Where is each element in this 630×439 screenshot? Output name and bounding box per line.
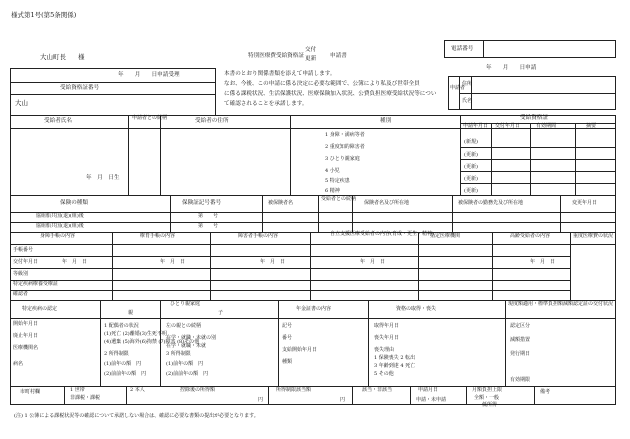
footer-apply-status: 申請・未申請 — [416, 397, 447, 403]
valid-period-header: 有効期間 — [536, 123, 557, 129]
note-header: 摘要 — [586, 123, 597, 129]
row-confirmer: 確認者 — [13, 291, 29, 297]
child-row-5: (1)前年の額 円 — [166, 361, 204, 367]
qual-reason: 喪失理由 — [374, 347, 395, 353]
footer-low-income: 低所得 — [482, 402, 498, 408]
section-status: 重度医療費の状況 — [573, 233, 614, 239]
insurance-type-header: 保険の種類 — [60, 200, 88, 206]
statement-4: て確認されることを承諾します。 — [224, 101, 308, 107]
row-issue-date: 交付年月日 — [13, 259, 39, 265]
section-intellectual: 療育手帳の内容 — [140, 233, 176, 239]
section-specific: 指定医療機関 — [430, 233, 461, 239]
form-title: 特別医療費受給資格証 — [248, 53, 304, 59]
section-support: 自立支援医療受給者の内容(育成・更生・精神) — [330, 231, 434, 237]
receipt-box — [10, 68, 216, 116]
footer-limit: 所得制限該当額 — [276, 387, 312, 393]
recipient-number-label: 受給資格証番号 — [60, 85, 100, 91]
severe-issue-date: 発行期日 — [510, 351, 531, 357]
reason-2: (1)死亡 (2)離婚(3)生死不明 — [104, 331, 167, 337]
category-5: 5 特定疾患 — [325, 178, 350, 184]
footer-yen-1: 円 — [258, 397, 264, 403]
pension-type: 種類 — [282, 359, 293, 365]
reason-3: (4)遺棄 (5)海外(6)拘禁 (7)障害 (8)その他 — [104, 339, 200, 345]
row-grade: 等級別 — [13, 271, 29, 277]
footer-household: 1 世帯 — [70, 387, 85, 393]
mutual-aid-1: 協組船共国(退)(組)後 — [36, 213, 84, 219]
category-header: 種別 — [380, 118, 392, 124]
row-handbook-number: 手帳番号 — [13, 247, 34, 253]
qual-acquire: 取得年月日 — [374, 323, 400, 329]
receipt-date: 年 月 日申請受理 — [118, 72, 180, 78]
category-1: 1 身障・満病等者 — [325, 132, 365, 138]
start-date-label: 開始年月日 — [13, 321, 39, 327]
form-number: 様式第1号(第5条関係) — [11, 11, 77, 19]
qual-reason-1: 1 保険喪失 2 転出 — [374, 355, 416, 361]
single-parent-parent: 親 — [128, 310, 134, 316]
footer-yen-2: 円 — [340, 397, 346, 403]
apply-date-row: 年 月 日申請 — [486, 65, 537, 71]
statement-2: なお、今後、この申請に係る決定に必要な範囲で、公簿により私及び世帯全員 — [224, 81, 420, 87]
footnote: (注) 1 公簿による課税状況等の確認について承諾しない場合は、確認に必要な書類の提出が必要となります。 — [14, 413, 259, 419]
qual-reason-3: 5 その他 — [374, 371, 394, 377]
cert-header: 受給資格証 — [520, 115, 548, 121]
addressee-honorific: 様 — [78, 53, 85, 61]
abolish-date-label: 廃止年月日 — [13, 333, 39, 339]
phone-label: 電話番号 — [451, 46, 474, 52]
date-1: 年 月 日 — [62, 259, 88, 265]
child-row-2: 在学・就職・未就の別 — [166, 335, 217, 341]
footer-municipal: 市町村欄 — [20, 389, 41, 395]
child-row-1: 左の親との続柄 — [166, 323, 202, 329]
date-4: 年 月 日 — [360, 259, 386, 265]
date-2: 年 月 日 — [160, 259, 186, 265]
child-row-3: 在学・就職・未就 — [166, 343, 207, 349]
qual-reason-2: 3 年齢到達 4 死亡 — [374, 363, 416, 369]
statement-1: 本書のとおり関係書類を添えて申請します。 — [224, 71, 336, 77]
section-disability: 身障手帳の内容 — [40, 233, 76, 239]
cert-number-2: 第 号 — [198, 223, 219, 229]
footer-income: 控除後の所得額 — [180, 387, 216, 393]
severe-expiry: 有効期限 — [510, 377, 531, 383]
pension-number: 番号 — [282, 335, 293, 341]
statement-3: に係る課税状況、生活保護状況、医療保険加入状況、公費負担医療受給状況等につい — [224, 91, 437, 97]
title-option-issue: 交付 — [305, 47, 317, 53]
insurer-name-header: 保険者名及び所在地 — [364, 200, 410, 206]
disease-approval-header: 特定疾病の認定 — [22, 306, 58, 312]
footer-remarks: 備考 — [540, 389, 551, 395]
footer-taxation: 非課税・課税 — [70, 395, 101, 401]
footer-apply-date: 申請月日 — [418, 387, 439, 393]
cert-row-2: (更新) — [464, 152, 478, 158]
severe-header: 現度額適用・標準負担額減額認定証の交付状況 — [508, 301, 614, 307]
applicant-relation-header: 申請者との続柄 — [132, 115, 168, 121]
date-5: 年 月 日 — [530, 259, 556, 265]
insured-relation-header: 受給者との続柄 — [321, 196, 357, 202]
child-row-4: 3 所得制限 — [166, 351, 191, 357]
insurance-symbol-header: 保険証記号番号 — [182, 200, 222, 206]
apply-date-header: 申請年月日 — [463, 123, 489, 129]
category-4: 4 小児 — [325, 168, 340, 174]
pension-symbol: 記号 — [282, 323, 293, 329]
category-2: 2 重度知的障害者 — [325, 144, 365, 150]
cert-row-4: (更新) — [464, 176, 478, 182]
recipient-name-header: 受給者氏名 — [44, 118, 72, 124]
section-elderly: 高齢受給者の内容 — [510, 233, 551, 239]
severe-reduction: 減額措置 — [510, 337, 531, 343]
medical-inst-label: 医療機関名 — [13, 345, 39, 351]
title-suffix: 申請書 — [330, 53, 347, 59]
pension-start: 支給開始年月日 — [282, 347, 318, 353]
recipient-address-header: 受給者の住所 — [195, 118, 229, 124]
applicant-label: 申請者 — [450, 85, 466, 91]
insured-person-header: 被保険者名 — [268, 200, 294, 206]
birthdate-label: 年 月 日生 — [86, 175, 120, 181]
applicant-name-label: 氏名 — [462, 98, 473, 104]
qual-loss: 喪失年月日 — [374, 335, 400, 341]
section-mental: 障害者手帳の内容 — [238, 233, 279, 239]
footer-monthly-cap: 月額負担上限 — [472, 387, 503, 393]
single-parent-child: 子 — [218, 310, 224, 316]
footer-limit-status: 該当・非該当 — [362, 387, 393, 393]
category-3: 3 ひとり親家庭 — [325, 156, 360, 162]
town-name: 大山 — [15, 99, 28, 107]
row-specific-disease: 特定疾病療養受療証 — [13, 281, 59, 287]
issue-date-header: 交付年月日 — [495, 123, 521, 129]
footer-general: 全額・一般 — [474, 395, 500, 401]
title-option-renew: 更新 — [305, 56, 317, 62]
reason-5: (1)前年の額 円 — [104, 361, 142, 367]
single-parent-header: ひとり親家庭 — [170, 301, 201, 307]
date-3: 年 月 日 — [260, 259, 286, 265]
qualification-header: 資格の取得・喪失 — [396, 306, 437, 312]
change-date-header: 変更年月日 — [572, 200, 598, 206]
cert-number-1: 第 号 — [198, 213, 219, 219]
applicant-address-label: 住所 — [462, 81, 473, 87]
reason-6: (2)前前年の額 円 — [104, 371, 147, 377]
addressee-office: 大山町長 — [40, 53, 66, 61]
category-6: 6 精神 — [325, 188, 340, 194]
cert-row-5: (更新) — [464, 188, 478, 194]
insurer-address-header: 被保険者の勤務先及び所在地 — [458, 200, 524, 206]
disease-label: 病名 — [13, 361, 24, 367]
cert-row-3: (更新) — [464, 164, 478, 170]
reason-4: 2 所得制限 — [104, 351, 129, 357]
pension-header: 年金証書の内容 — [296, 306, 332, 312]
child-row-6: (2)前前年の額 円 — [166, 371, 209, 377]
footer-person: 2 本人 — [130, 387, 145, 393]
mutual-aid-2: 協組船共国(退)(組)後 — [36, 223, 84, 229]
severe-category: 認定区分 — [510, 323, 531, 329]
cert-row-1: (新規) — [464, 139, 478, 145]
reason-1: 1 配偶者の状況 — [104, 323, 139, 329]
